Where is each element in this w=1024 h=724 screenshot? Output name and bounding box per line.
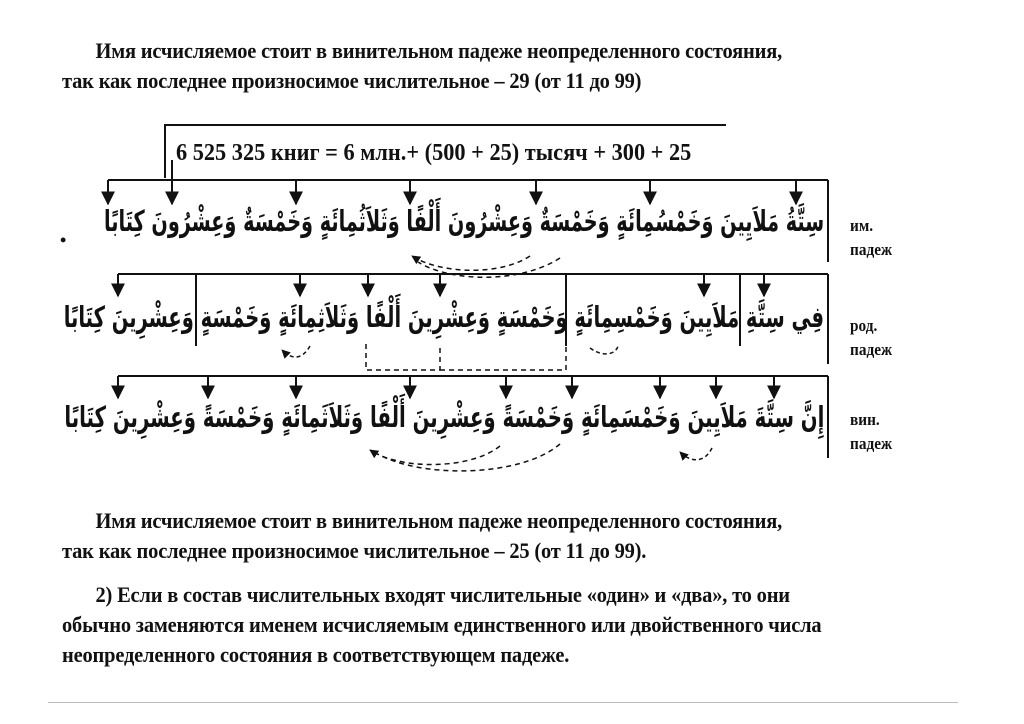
rule-two-paragraph [62,580,880,670]
formula-text: 6 525 325 книг = 6 млн.+ (500 + 25) тысяч + 300 + 25 [176,140,692,166]
top-explanation-line-1: Имя исчисляемое стоит в винительном падеже неопределенного состояния, [95,38,783,63]
row-2-case-label [850,314,892,362]
middle-explanation [62,506,880,566]
row-1-arabic: سِتَّةُ مَلاَيِينَ وَخَمْسُمِائَةٍ وَخَمْسَةٌ وَعِشْرُونَ أَلْفًا وَثَلاَثُمِائَةٍ وَخَمْسَةٌ وَعِشْرُونَ كِتَابًا [103,204,824,238]
row-3-dashed-link [680,448,712,460]
row-3-case-label [850,408,892,456]
middle-explanation-line-2: так как последнее произносимое числительное – 25 (от 11 до 99). [62,538,647,563]
middle-explanation-line-1: Имя исчисляемое стоит в винительном падеже неопределенного состояния, [95,508,783,533]
row-1-case-word: падеж [850,240,893,259]
row-2-arabic: فِي سِتَّةِ مَلاَيِينَ وَخَمْسِمِائَةٍ وَخَمْسَةٍ وَعِشْرِينَ أَلْفًا وَثَلاَثِمِائَةٍ وَخَمْسَةٍ وَعِشْرِينَ كِتَابًا [63,300,824,334]
row-2-dashed-link [590,346,618,354]
row-1-case-label [850,214,892,262]
rule-two-line-1: 2) Если в состав числительных входят числительные «один» и «два», то они [95,582,790,607]
row-1-case-abbr: им. [850,216,874,235]
row-1-dashed-link [412,256,530,270]
rule-two-line-2: обычно заменяются именем исчисляемым единственного или двойственного числа [62,612,822,637]
row-3-dashed-link [378,444,560,471]
row-2-case-abbr: род. [850,316,878,335]
row-3-dashed-link [370,446,500,465]
row-2-dashed-link [440,346,566,370]
top-explanation-line-2: так как последнее произносимое числительное – 29 (от 11 до 99) [62,68,642,93]
row-2-dashed-link [366,344,440,370]
row-2-case-word: падеж [850,340,893,359]
row-3-case-abbr: вин. [850,410,880,429]
rule-two-line-3: неопределенного состояния в соответствующем падеже. [62,642,570,667]
row-3-case-word: падеж [850,434,893,453]
bottom-divider [48,702,958,703]
row-3-arabic: إِنَّ سِتَّةَ مَلاَيِينَ وَخَمْسَمِائَةٍ وَخَمْسَةً وَعِشْرِينَ أَلْفًا وَثَلاَثَمِائَةٍ وَخَمْسَةً وَعِشْرِينَ كِتَابًا [63,400,824,434]
row-2-dashed-link [282,346,310,357]
bullet-mark: • [60,230,67,250]
